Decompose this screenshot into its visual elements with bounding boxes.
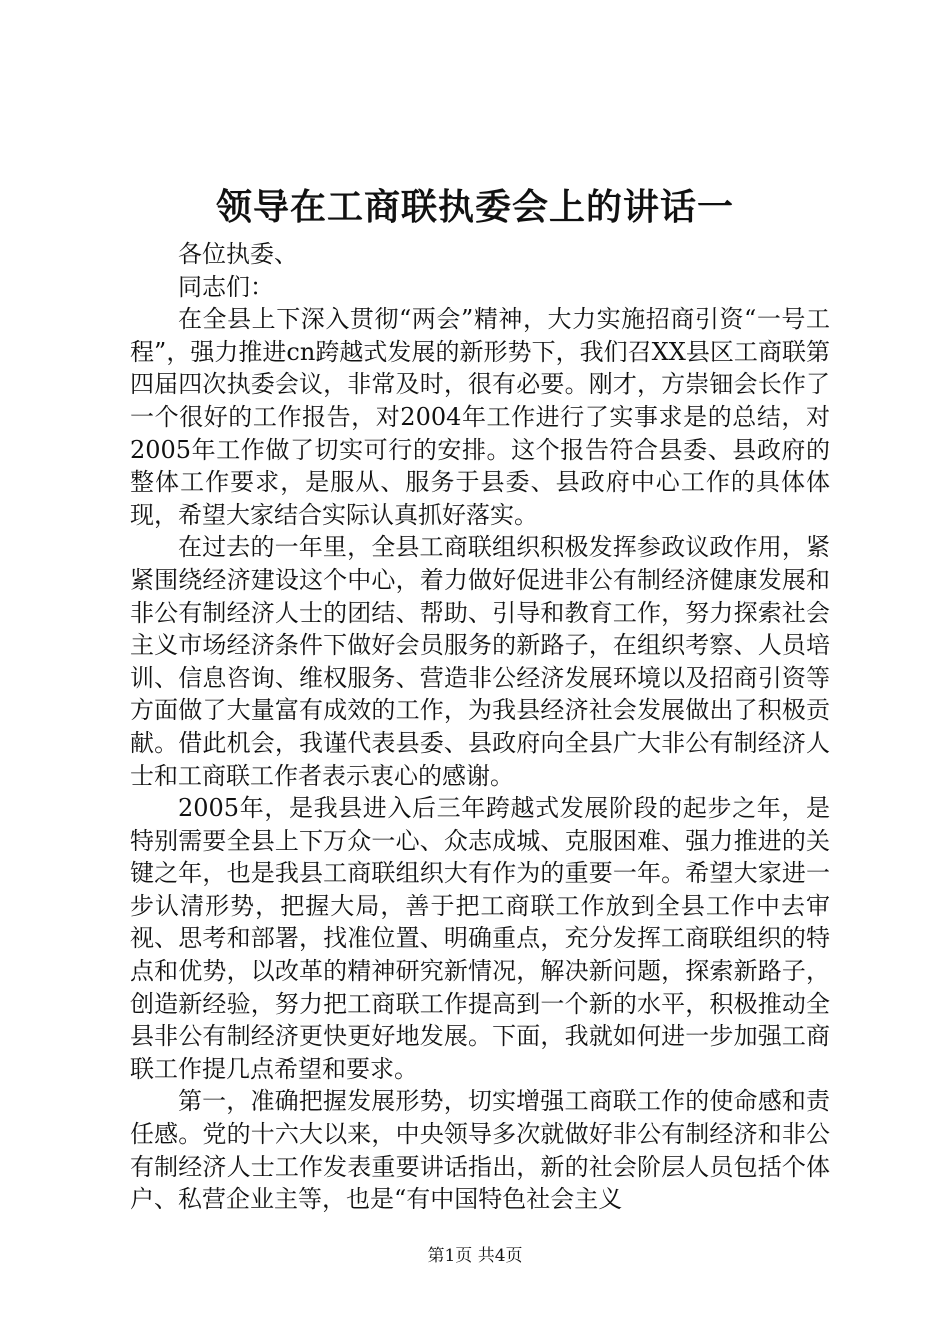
paragraph: 第一，准确把握发展形势，切实增强工商联工作的使命感和责任感。党的十六大以来，中央领导多次就做好非公有制经济和非公有制经济人士工作发表重要讲话指出，新的社会阶层人员包括个体户、私营企业主等，也是“有中国特色社会主义 bbox=[130, 1087, 830, 1214]
paragraph: 在全县上下深入贯彻“两会”精神，大力实施招商引资“一号工程”，强力推进cn跨越式发展的新形势下，我们召XX县区工商联第四届四次执委会议，非常及时，很有必要。刚才，方崇钿会长作了一个很好的工作报告，对2004年工作进行了实事求是的总结，对2005年工作做了切实可行的安排。这个报告符合县委、县政府的整体工作要求，是服从、服务于县委、县政府中心工作的具体体现，希望大家结合实际认真抓好落实。 bbox=[130, 305, 830, 529]
salutation-line: 各位执委、 bbox=[178, 240, 298, 268]
paragraph: 在过去的一年里，全县工商联组织积极发挥参政议政作用，紧紧围绕经济建设这个中心，着力做好促进非公有制经济健康发展和非公有制经济人士的团结、帮助、引导和教育工作，努力探索社会主义市场经济条件下做好会员服务的新路子，在组织考察、人员培训、信息咨询、维权服务、营造非公经济发展环境以及招商引资等方面做了大量富有成效的工作，为我县经济社会发展做出了积极贡献。借此机会，我谨代表县委、县政府向全县广大非公有制经济人士和工商联工作者表示衷心的感谢。 bbox=[130, 533, 830, 790]
paragraph: 2005年，是我县进入后三年跨越式发展阶段的起步之年，是特别需要全县上下万众一心、众志成城、克服困难、强力推进的关键之年，也是我县工商联组织大有作为的重要一年。希望大家进一步认清形势，把握大局，善于把工商联工作放到全县工作中去审视、思考和部署，找准位置、明确重点，充分发挥工商联组织的特点和优势，以改革的精神研究新情况，解决新问题，探索新路子，创造新经验，努力把工商联工作提高到一个新的水平，积极推动全县非公有制经济更快更好地发展。下面，我就如何进一步加强工商联工作提几点希望和要求。 bbox=[130, 794, 830, 1083]
document-body bbox=[130, 238, 830, 1216]
document-title: 领导在工商联执委会上的讲话一 bbox=[215, 186, 734, 228]
page-number-footer: 第1页 共4页 bbox=[427, 1246, 523, 1266]
salutation-line: 同志们： bbox=[178, 272, 274, 301]
